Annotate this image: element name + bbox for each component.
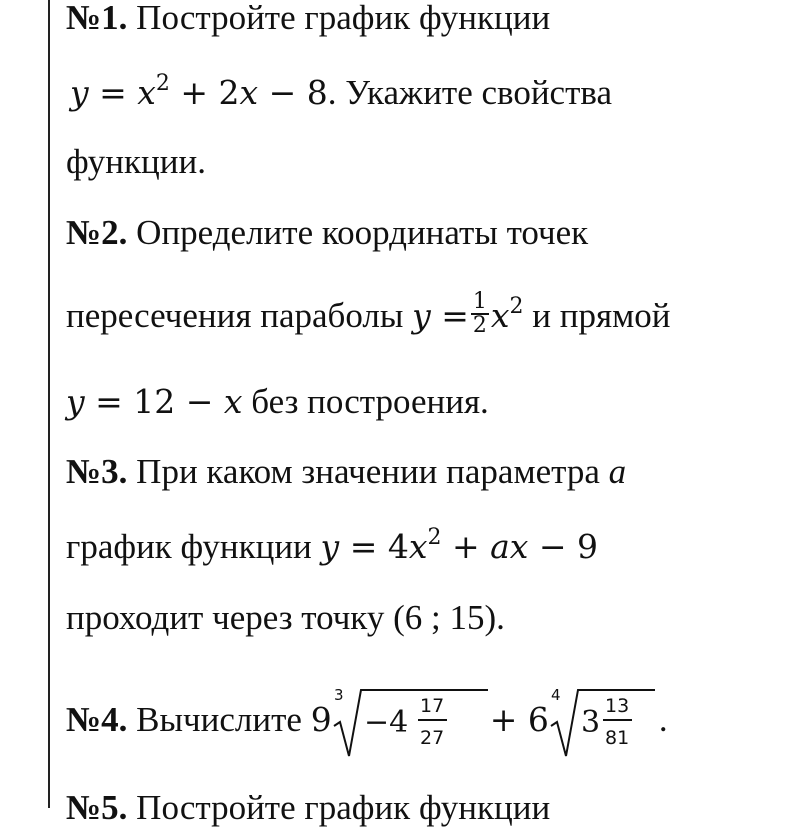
svg-text:3: 3 — [333, 686, 344, 704]
fourth-root — [549, 682, 659, 762]
problem-1-number: №1. — [66, 0, 128, 37]
problem-5-number: №5. — [66, 788, 128, 827]
problem-2-line-2 — [66, 289, 671, 341]
problem-4-expression: 9 3 −4 17 27 + 6 4 3 13 81 — [311, 700, 659, 739]
svg-text:81: 81 — [604, 727, 630, 749]
svg-text:17: 17 — [419, 695, 444, 717]
problem-3-param: a — [608, 452, 627, 491]
problem-2-text-c: и прямой — [523, 296, 671, 335]
problem-5-text-a: Постройте график функции — [127, 788, 551, 827]
problem-3-formula: $y = 4x^2$ + ax − 9 — [320, 525, 599, 566]
problem-4-text-a: Вычислите — [127, 700, 302, 739]
svg-text:−4: −4 — [363, 705, 408, 740]
problem-3-line-1 — [66, 452, 626, 492]
problem-1-text-c: функции. — [66, 142, 206, 181]
problem-2-formula-b: y = 12 − x — [66, 382, 243, 421]
cube-root — [332, 682, 490, 762]
svg-text:4: 4 — [550, 686, 561, 704]
problem-3-text-a: При каком значении параметра — [127, 452, 600, 491]
problem-3-text-c: проходит через точку (6 ; 15). — [66, 598, 505, 637]
problem-1-line-3 — [66, 142, 206, 182]
problem-4-end: . — [658, 700, 668, 739]
problem-1-line-2 — [70, 73, 612, 113]
fraction-one-half: $\frac{1}{2}$ — [472, 289, 487, 338]
problem-5-line-1 — [66, 788, 550, 828]
problem-2-text-a: Определите координаты точек — [127, 213, 589, 252]
problem-3-line-2 — [66, 527, 598, 567]
problem-2-line-3 — [66, 382, 489, 422]
problem-3-text-b: график функции — [66, 527, 312, 566]
problem-2-line-1 — [66, 213, 588, 253]
cube-root-svg — [332, 682, 490, 762]
problem-2-number: №2. — [66, 213, 128, 252]
problem-1-text-a: Постройте график функции — [127, 0, 551, 37]
problem-4-line-1 — [66, 682, 668, 762]
problem-2-formula-a: y = $\frac{1}{2}$ $x^2$ — [412, 289, 524, 338]
problem-1-line-1 — [66, 0, 550, 38]
problem-3-line-3 — [66, 598, 505, 638]
problem-4-number: №4. — [66, 700, 128, 739]
problem-2-text-b: пересечения параболы — [66, 296, 404, 335]
problem-3-number: №3. — [66, 452, 128, 491]
left-border-line — [48, 0, 50, 808]
svg-text:27: 27 — [419, 727, 444, 749]
svg-text:3: 3 — [580, 705, 600, 740]
problem-1-text-b: . Укажите свойства — [327, 73, 612, 112]
svg-text:13: 13 — [604, 695, 630, 717]
problem-2-text-d: без построения. — [242, 382, 489, 421]
problem-1-formula: $y = x^2 + 2x - 8$ — [70, 71, 328, 112]
fourth-root-svg — [549, 682, 659, 762]
